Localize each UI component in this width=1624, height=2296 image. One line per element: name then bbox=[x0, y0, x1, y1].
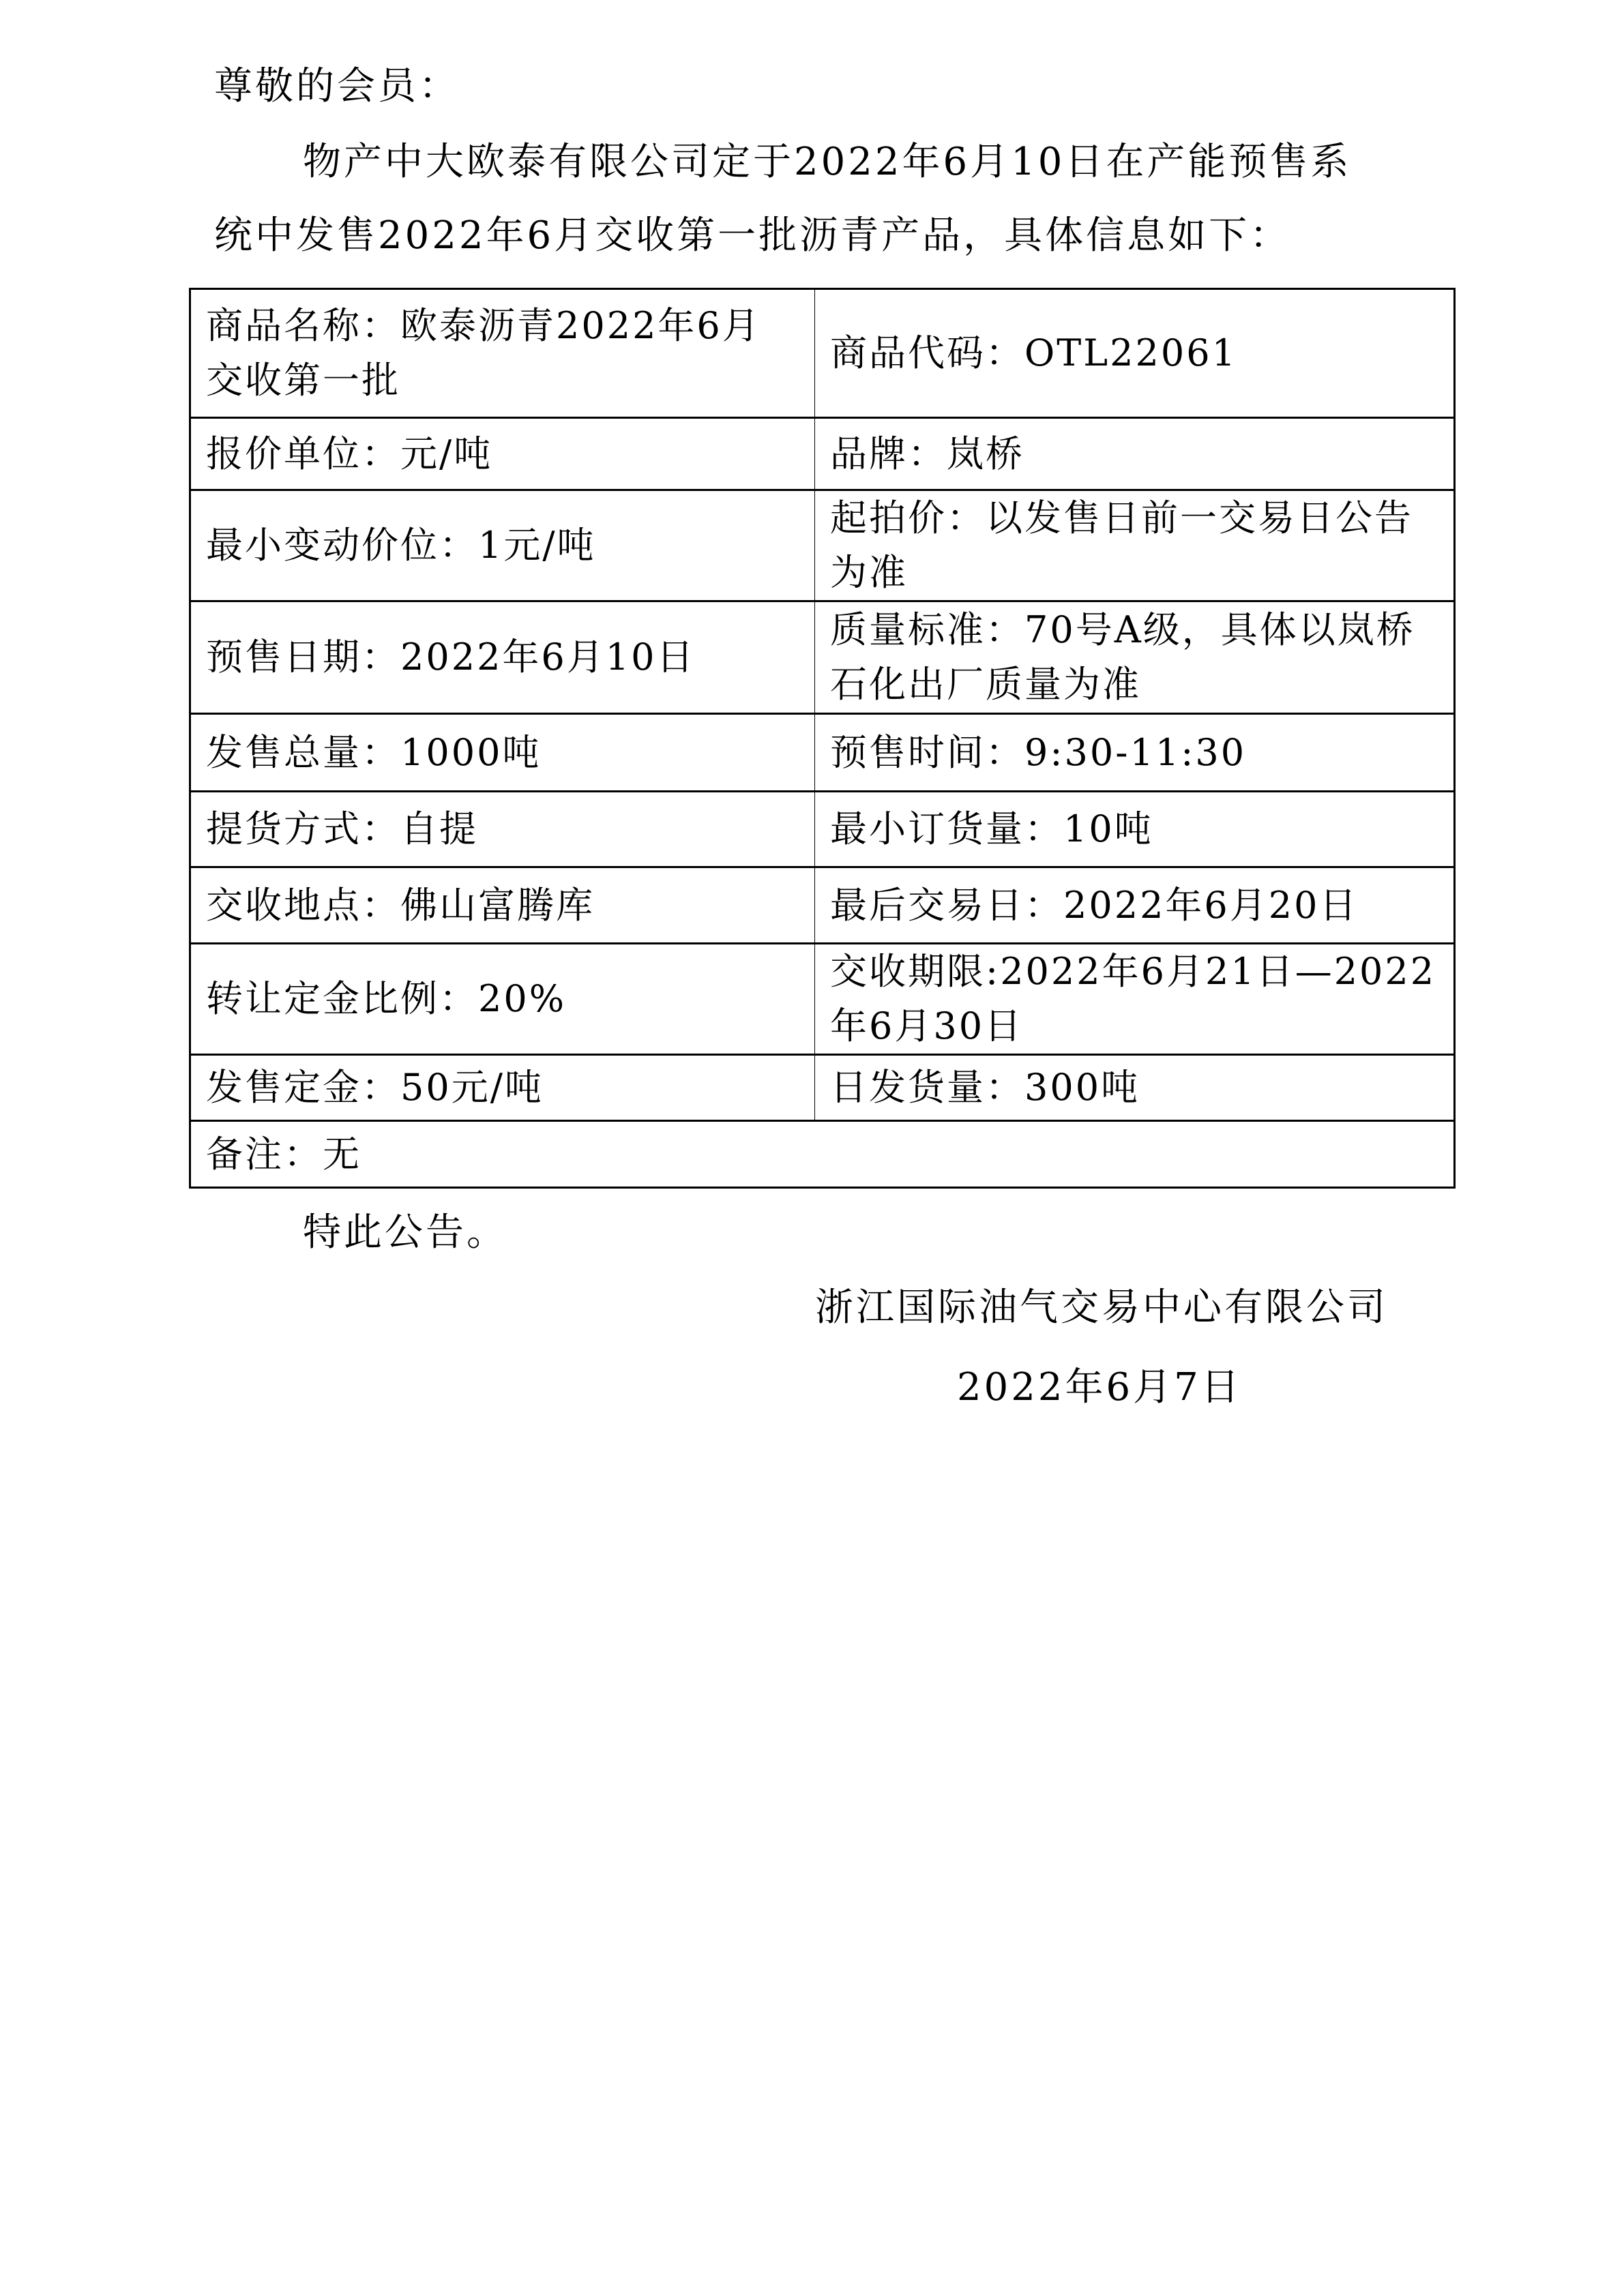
table-row bbox=[190, 418, 1455, 490]
closing: 特此公告。 bbox=[303, 1210, 507, 1255]
table-row bbox=[190, 490, 1455, 601]
product-info-table bbox=[189, 288, 1456, 1189]
table-row bbox=[190, 714, 1455, 792]
cell-presale-date: 预售日期：2022年6月10日 bbox=[190, 601, 815, 714]
table-row bbox=[190, 944, 1455, 1055]
cell-tick-size: 最小变动价位：1元/吨 bbox=[190, 490, 815, 601]
table-row bbox=[190, 1055, 1455, 1121]
cell-transfer-deposit-ratio: 转让定金比例：20% bbox=[190, 944, 815, 1055]
cell-daily-shipment: 日发货量：300吨 bbox=[815, 1055, 1455, 1121]
cell-product-name: 商品名称：欧泰沥青2022年6月交收第一批 bbox=[190, 289, 815, 418]
table-row bbox=[190, 867, 1455, 944]
cell-product-code: 商品代码：OTL22061 bbox=[815, 289, 1455, 418]
cell-start-price: 起拍价：以发售日前一交易日公告为准 bbox=[815, 490, 1455, 601]
table-row bbox=[190, 792, 1455, 867]
cell-pickup-method: 提货方式：自提 bbox=[190, 792, 815, 867]
cell-min-order: 最小订货量：10吨 bbox=[815, 792, 1455, 867]
table-row bbox=[190, 1121, 1455, 1188]
signature-company: 浙江国际油气交易中心有限公司 bbox=[815, 1285, 1388, 1330]
greeting: 尊敬的会员： bbox=[214, 64, 460, 108]
signature-date: 2022年6月7日 bbox=[957, 1365, 1242, 1410]
cell-presale-time: 预售时间：9:30-11:30 bbox=[815, 714, 1455, 792]
cell-sale-deposit: 发售定金：50元/吨 bbox=[190, 1055, 815, 1121]
table-row bbox=[190, 289, 1455, 418]
cell-brand: 品牌：岚桥 bbox=[815, 418, 1455, 490]
cell-delivery-period: 交收期限:2022年6月21日—2022年6月30日 bbox=[815, 944, 1455, 1055]
table-row bbox=[190, 601, 1455, 714]
intro-line-1: 物产中大欧泰有限公司定于2022年6月10日在产能预售系 bbox=[303, 140, 1352, 184]
cell-remark: 备注：无 bbox=[190, 1121, 1455, 1188]
cell-delivery-location: 交收地点：佛山富腾库 bbox=[190, 867, 815, 944]
intro-line-2: 统中发售2022年6月交收第一批沥青产品，具体信息如下： bbox=[214, 213, 1291, 258]
cell-last-trading-day: 最后交易日：2022年6月20日 bbox=[815, 867, 1455, 944]
cell-quote-unit: 报价单位：元/吨 bbox=[190, 418, 815, 490]
cell-total-volume: 发售总量：1000吨 bbox=[190, 714, 815, 792]
cell-quality-standard: 质量标准：70号A级，具体以岚桥石化出厂质量为准 bbox=[815, 601, 1455, 714]
